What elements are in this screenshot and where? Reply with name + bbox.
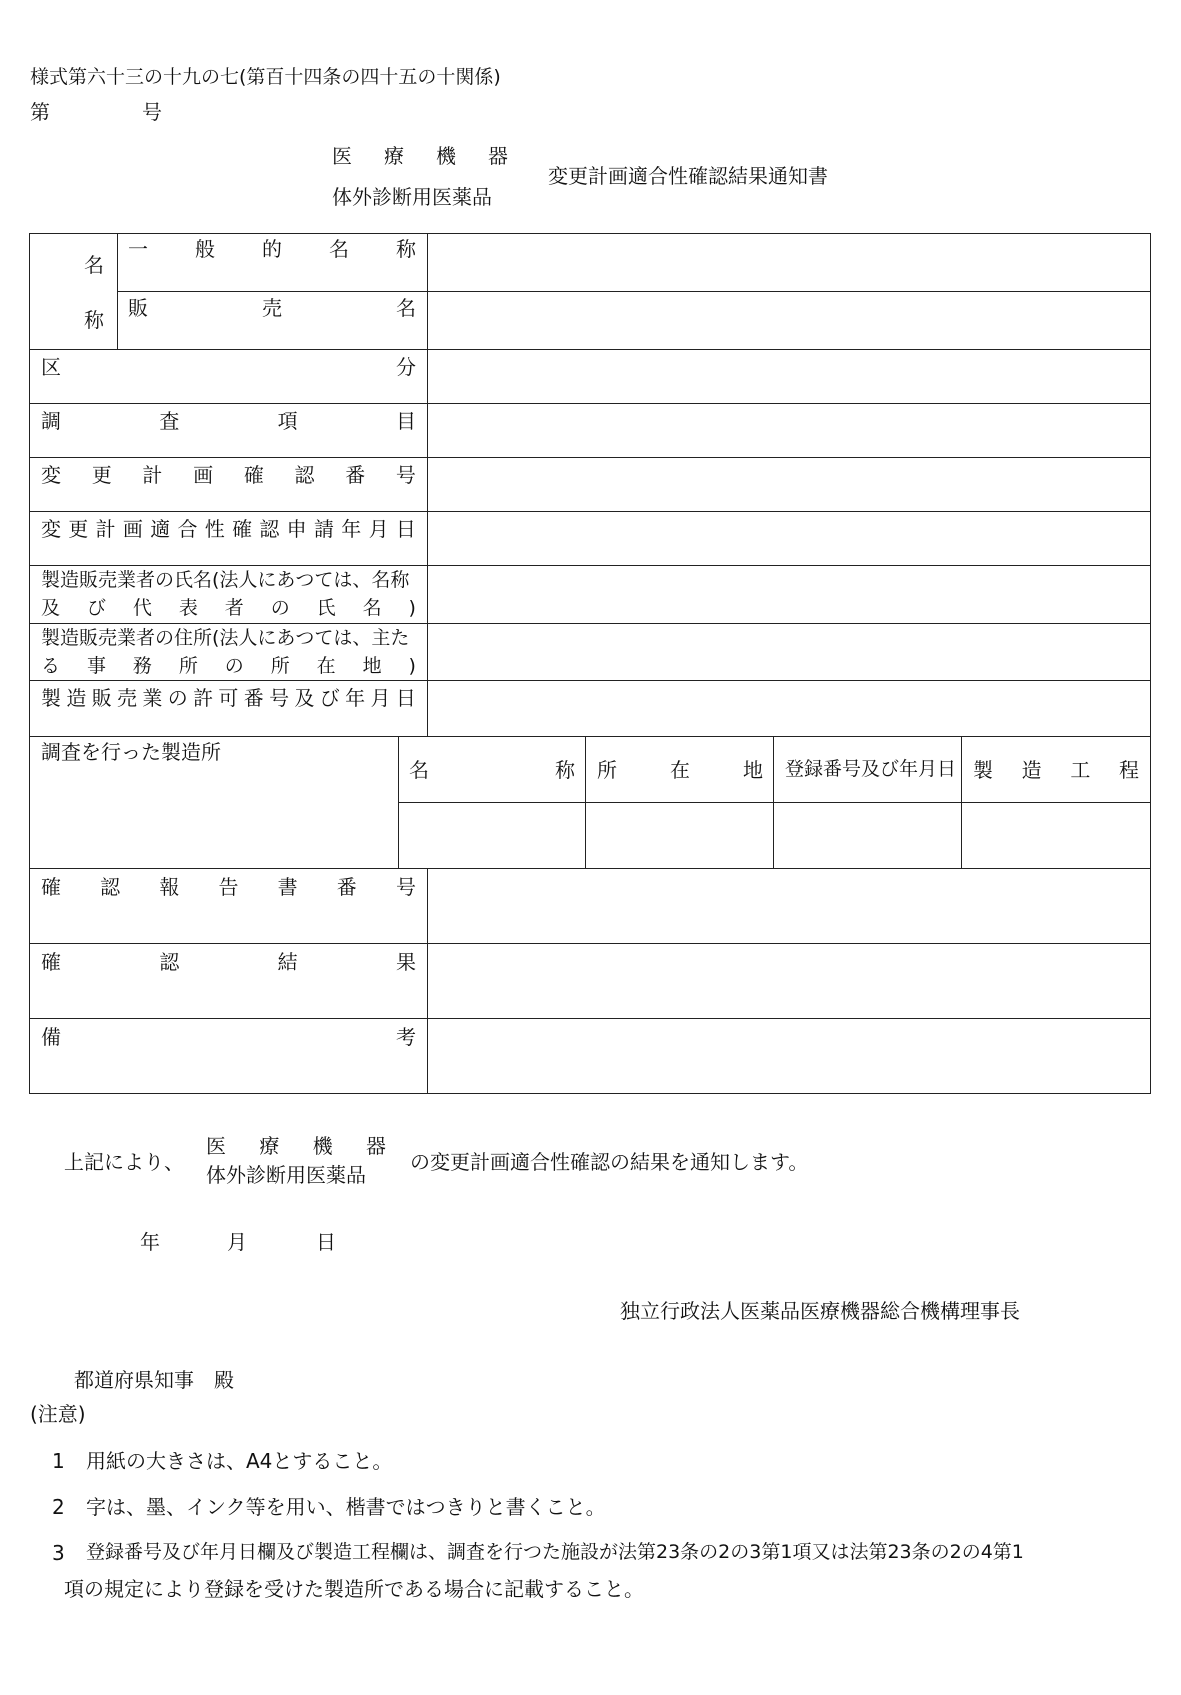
label-char: 変 <box>41 463 61 487</box>
label-char: 考 <box>396 1025 416 1049</box>
category-label <box>41 357 416 377</box>
label-char: 所 <box>597 758 617 782</box>
statement-prefix: 上記により、 <box>64 1150 184 1174</box>
number-suffix: 号 <box>142 100 162 124</box>
mah-name-label-line2 <box>41 599 416 618</box>
statement-suffix: の変更計画適合性確認の結果を通知します。 <box>410 1150 809 1174</box>
label-char: 販 <box>91 686 112 710</box>
remarks-label <box>41 1027 416 1047</box>
issuer: 独立行政法人医薬品医療機器総合機構理事長 <box>620 1299 1020 1323</box>
note-3-number: 3 <box>52 1541 65 1565</box>
label-char: ) <box>408 655 416 677</box>
label-char: 番 <box>336 875 357 899</box>
label-char: 氏 <box>316 597 336 619</box>
date-day: 日 <box>316 1230 336 1254</box>
label-char: 事 <box>86 655 106 677</box>
label-char: 目 <box>395 409 416 433</box>
label-char: 号 <box>269 686 290 710</box>
label-char: 医 <box>206 1134 226 1158</box>
label-char: 務 <box>132 655 152 677</box>
label-char: ) <box>408 597 416 619</box>
label-char: 名 <box>362 597 382 619</box>
label-char: 工 <box>1070 758 1091 782</box>
date-month: 月 <box>227 1230 247 1254</box>
label-char: 売 <box>117 686 138 710</box>
label-char: 番 <box>345 463 366 487</box>
label-char: 称 <box>555 758 575 782</box>
note-1-number: 1 <box>52 1449 65 1473</box>
investigation-item-label <box>41 411 416 431</box>
label-char: 結 <box>277 950 298 974</box>
label-char: 許 <box>193 686 214 710</box>
label-char: 日 <box>395 686 416 710</box>
note-3-text-line1: 登録番号及び年月日欄及び製造工程欄は、調査を行つた施設が法第23条の2の3第1項又は法第23条の2の4第1 <box>86 1541 1024 1563</box>
number-prefix: 第 <box>30 100 50 124</box>
general-name-label <box>128 239 416 259</box>
label-char: 製 <box>41 686 61 710</box>
label-char: 器 <box>365 1134 386 1158</box>
result-label <box>41 952 416 972</box>
label-char: 所 <box>178 655 198 677</box>
statement-option-medical-device <box>206 1136 386 1156</box>
label-char: 号 <box>395 875 416 899</box>
report-number-label <box>41 877 416 897</box>
label-char: 果 <box>395 950 416 974</box>
label-char: の <box>167 686 188 710</box>
note-2-number: 2 <box>52 1495 65 1519</box>
label-char: 告 <box>218 875 239 899</box>
label-char: 業 <box>142 686 163 710</box>
label-char: び <box>319 686 340 710</box>
label-char: 確 <box>232 517 253 541</box>
facility-col-registration: 登録番号及び年月日 <box>785 758 957 780</box>
title-option-medical-device <box>332 146 508 166</box>
label-char: 認 <box>259 517 280 541</box>
label-char: 的 <box>262 237 282 261</box>
label-char: 機 <box>436 144 456 168</box>
label-char: 合 <box>177 517 198 541</box>
note-3-text-line2: 項の規定により登録を受けた製造所である場合に記載すること。 <box>64 1577 644 1601</box>
label-char: の <box>224 655 244 677</box>
label-char: 調 <box>41 409 61 433</box>
label-char: 号 <box>395 463 416 487</box>
notes-heading: (注意) <box>30 1402 86 1426</box>
label-char: 在 <box>316 655 336 677</box>
label-char: 区 <box>41 355 61 379</box>
label-char: 機 <box>312 1134 333 1158</box>
label-char: 月 <box>368 517 389 541</box>
label-char: び <box>86 597 106 619</box>
label-char: 称 <box>84 308 104 332</box>
label-char: 備 <box>41 1025 61 1049</box>
label-char: 般 <box>195 237 215 261</box>
label-char: 造 <box>1021 758 1042 782</box>
label-char: 分 <box>396 355 416 379</box>
label-char: 報 <box>159 875 180 899</box>
label-char: 療 <box>259 1134 280 1158</box>
license-info-label <box>41 688 416 708</box>
mah-name-label-line1: 製造販売業者の氏名(法人にあつては、名称 <box>41 569 410 591</box>
name-group-label <box>84 255 104 330</box>
label-char: 程 <box>1118 758 1139 782</box>
label-char: の <box>270 597 290 619</box>
facility-col-name <box>409 760 575 780</box>
label-char: 計 <box>142 463 163 487</box>
label-char: 称 <box>396 237 416 261</box>
label-char: 器 <box>488 144 508 168</box>
label-char: 画 <box>193 463 214 487</box>
statement-option-ivd: 体外診断用医薬品 <box>206 1163 366 1187</box>
label-char: 表 <box>178 597 198 619</box>
label-char: 販 <box>128 296 148 320</box>
label-char: 確 <box>41 875 61 899</box>
label-char: 月 <box>370 686 391 710</box>
label-char: 査 <box>159 409 180 433</box>
label-char: 認 <box>159 950 180 974</box>
label-char: 書 <box>277 875 298 899</box>
form-reference: 様式第六十三の十九の七(第百十四条の四十五の十関係) <box>30 66 501 88</box>
label-char: 在 <box>670 758 690 782</box>
label-char: 項 <box>277 409 298 433</box>
mah-address-label-line1: 製造販売業者の住所(法人にあつては、主た <box>41 627 410 649</box>
label-char: 者 <box>224 597 244 619</box>
label-char: 医 <box>332 144 352 168</box>
label-char: 請 <box>313 517 334 541</box>
label-char: 造 <box>66 686 87 710</box>
label-char: 名 <box>409 758 429 782</box>
note-2-text: 字は、墨、インク等を用い、楷書ではつきりと書くこと。 <box>86 1495 606 1519</box>
label-char: 製 <box>973 758 993 782</box>
label-char: 更 <box>68 517 89 541</box>
label-char: 年 <box>345 686 366 710</box>
application-date-label <box>41 519 416 539</box>
label-char: 認 <box>294 463 315 487</box>
label-char: る <box>41 655 61 677</box>
label-char: 認 <box>100 875 121 899</box>
note-1-text: 用紙の大きさは、A4とすること。 <box>86 1449 393 1473</box>
label-char: 番 <box>243 686 264 710</box>
label-char: 及 <box>41 597 61 619</box>
label-char: 名 <box>396 296 416 320</box>
recipient: 都道府県知事 殿 <box>74 1368 234 1392</box>
label-char: 確 <box>243 463 264 487</box>
label-char: 画 <box>122 517 143 541</box>
label-char: 所 <box>270 655 290 677</box>
label-char: 計 <box>95 517 116 541</box>
change-plan-number-label <box>41 465 416 485</box>
mah-address-label-line2 <box>41 657 416 676</box>
facility-col-location <box>597 760 763 780</box>
label-char: 地 <box>362 655 382 677</box>
label-char: 確 <box>41 950 61 974</box>
date-year: 年 <box>140 1230 160 1254</box>
label-char: 日 <box>395 517 416 541</box>
label-char: 売 <box>262 296 282 320</box>
label-char: 適 <box>150 517 171 541</box>
brand-name-label <box>128 298 416 318</box>
label-char: 性 <box>204 517 225 541</box>
label-char: 地 <box>743 758 763 782</box>
label-char: 可 <box>218 686 239 710</box>
label-char: 及 <box>294 686 315 710</box>
label-char: 申 <box>286 517 307 541</box>
label-char: 名 <box>329 237 349 261</box>
label-char: 一 <box>128 237 148 261</box>
label-char: 療 <box>384 144 404 168</box>
label-char: 年 <box>341 517 362 541</box>
label-char: 更 <box>91 463 112 487</box>
label-char: 変 <box>41 517 61 541</box>
label-char: 名 <box>84 253 104 277</box>
title-option-ivd: 体外診断用医薬品 <box>332 185 492 209</box>
document-title: 変更計画適合性確認結果通知書 <box>548 164 828 188</box>
facility-col-process <box>973 760 1139 780</box>
facility-label: 調査を行った製造所 <box>41 740 221 764</box>
label-char: 代 <box>132 597 152 619</box>
